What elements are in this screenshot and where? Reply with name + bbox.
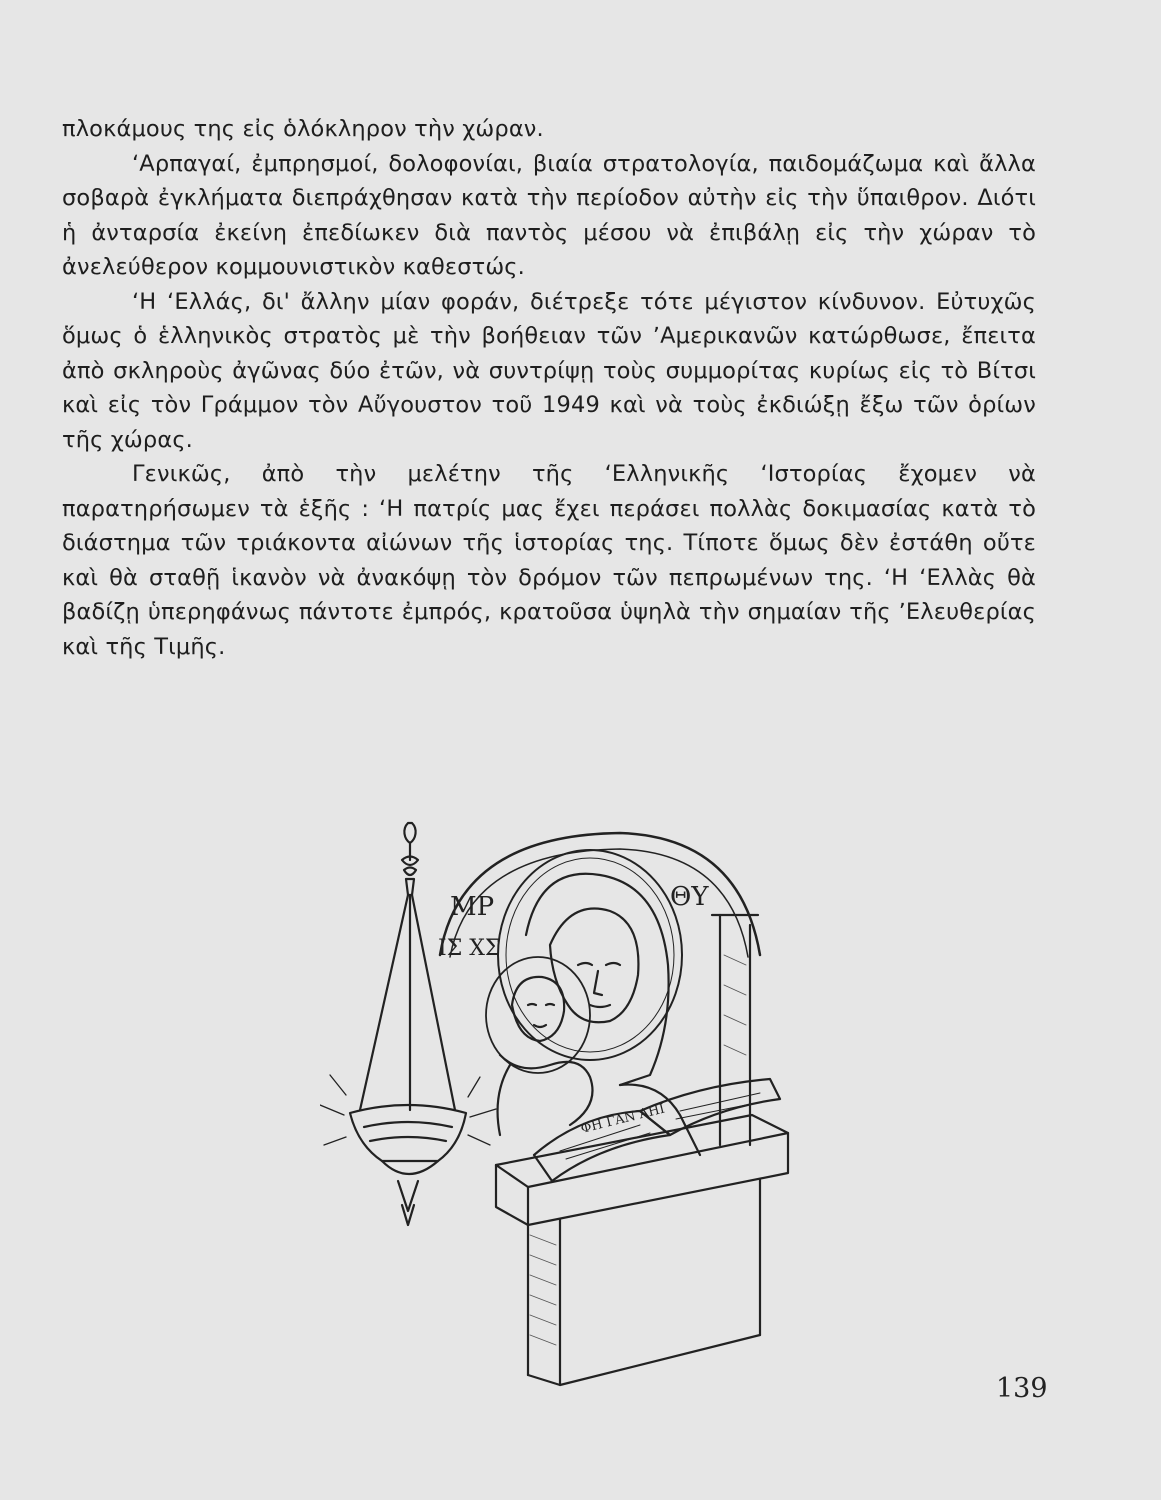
book-inscription: ΦΗ ΓΑΝ ΑΗΙ [579, 1101, 667, 1137]
inscription-thy: ΘΥ [670, 882, 709, 912]
oil-lamp-icon [320, 823, 496, 1225]
paragraph-1: πλοκάμους της εἰς ὁλόκληρον τὴν χώραν. [62, 116, 544, 142]
madonna-illustration-icon [320, 815, 810, 1395]
inscription-ic-xc: ΙΣ ΧΣ [438, 936, 501, 961]
inscription-mr: ΜΡ [450, 892, 495, 922]
paragraph-2: ʻΑρπαγαί, ἐμπρησμοί, δολοφονίαι, βιαία στρατολογία, παιδομάζωμα καὶ ἄλλα σοβαρὰ ἐγκλήματα διεπράχθησαν κατὰ τὴν περίοδον αὐτὴν εἰς τὴν ὕπαιθρον. Διότι ἡ ἀνταρσία ἐκείνη ἐπεδίωκεν διὰ παντὸς μέσου νὰ ἐπιβάλῃ εἰς τὴν χώραν τὸ ἀνελεύθερον κομμουνιστικὸν καθεστώς. [62, 150, 1036, 280]
page-number: 139 [996, 1373, 1048, 1404]
paragraph-4: Γενικῶς, ἀπὸ τὴν μελέτην τῆς ʻΕλληνικῆς ʻΙστορίας ἔχομεν νὰ παρατηρήσωμεν τὰ ἑξῆς : ʻΗ πατρίς μας ἔχει περάσει πολλὰς δοκιμασίας κατὰ τὸ διάστημα τῶν τριάκοντα αἰώνων τῆς ἱστορίας της. Τίποτε ὅμως δὲν ἐστάθη οὔτε καὶ θὰ σταθῇ ἱκανὸν νὰ ἀνακόψῃ τὸν δρόμον τῶν πεπρωμένων της. ʻΗ ʻΕλλὰς θὰ βαδίζῃ ὑπερηφάνως πάντοτε ἐμπρός, κρατοῦσα ὑψηλὰ τὴν σημαίαν τῆς ʼΕλευθερίας καὶ τῆς Τιμῆς. [62, 461, 1036, 660]
icon-frame-arch [440, 833, 760, 1145]
body-text [62, 112, 1036, 664]
paragraph-3: ʻΗ ʻΕλλάς, δι' ἄλλην μίαν φοράν, διέτρεξε τότε μέγιστον κίνδυνον. Εὐτυχῶς ὅμως ὁ ἑλληνικὸς στρατὸς μὲ τὴν βοήθειαν τῶν ʼΑμερικανῶν κατώρθωσε, ἔπειτα ἀπὸ σκληροὺς ἀγῶνας δύο ἐτῶν, νὰ συντρίψῃ τοὺς συμμορίτας κυρίως εἰς τὸ Βίτσι καὶ εἰς τὸν Γράμμον τὸν Αὔγουστον τοῦ 1949 καὶ νὰ τοὺς ἐκδιώξῃ ἔξω τῶν ὁρίων τῆς χώρας. [62, 288, 1036, 453]
